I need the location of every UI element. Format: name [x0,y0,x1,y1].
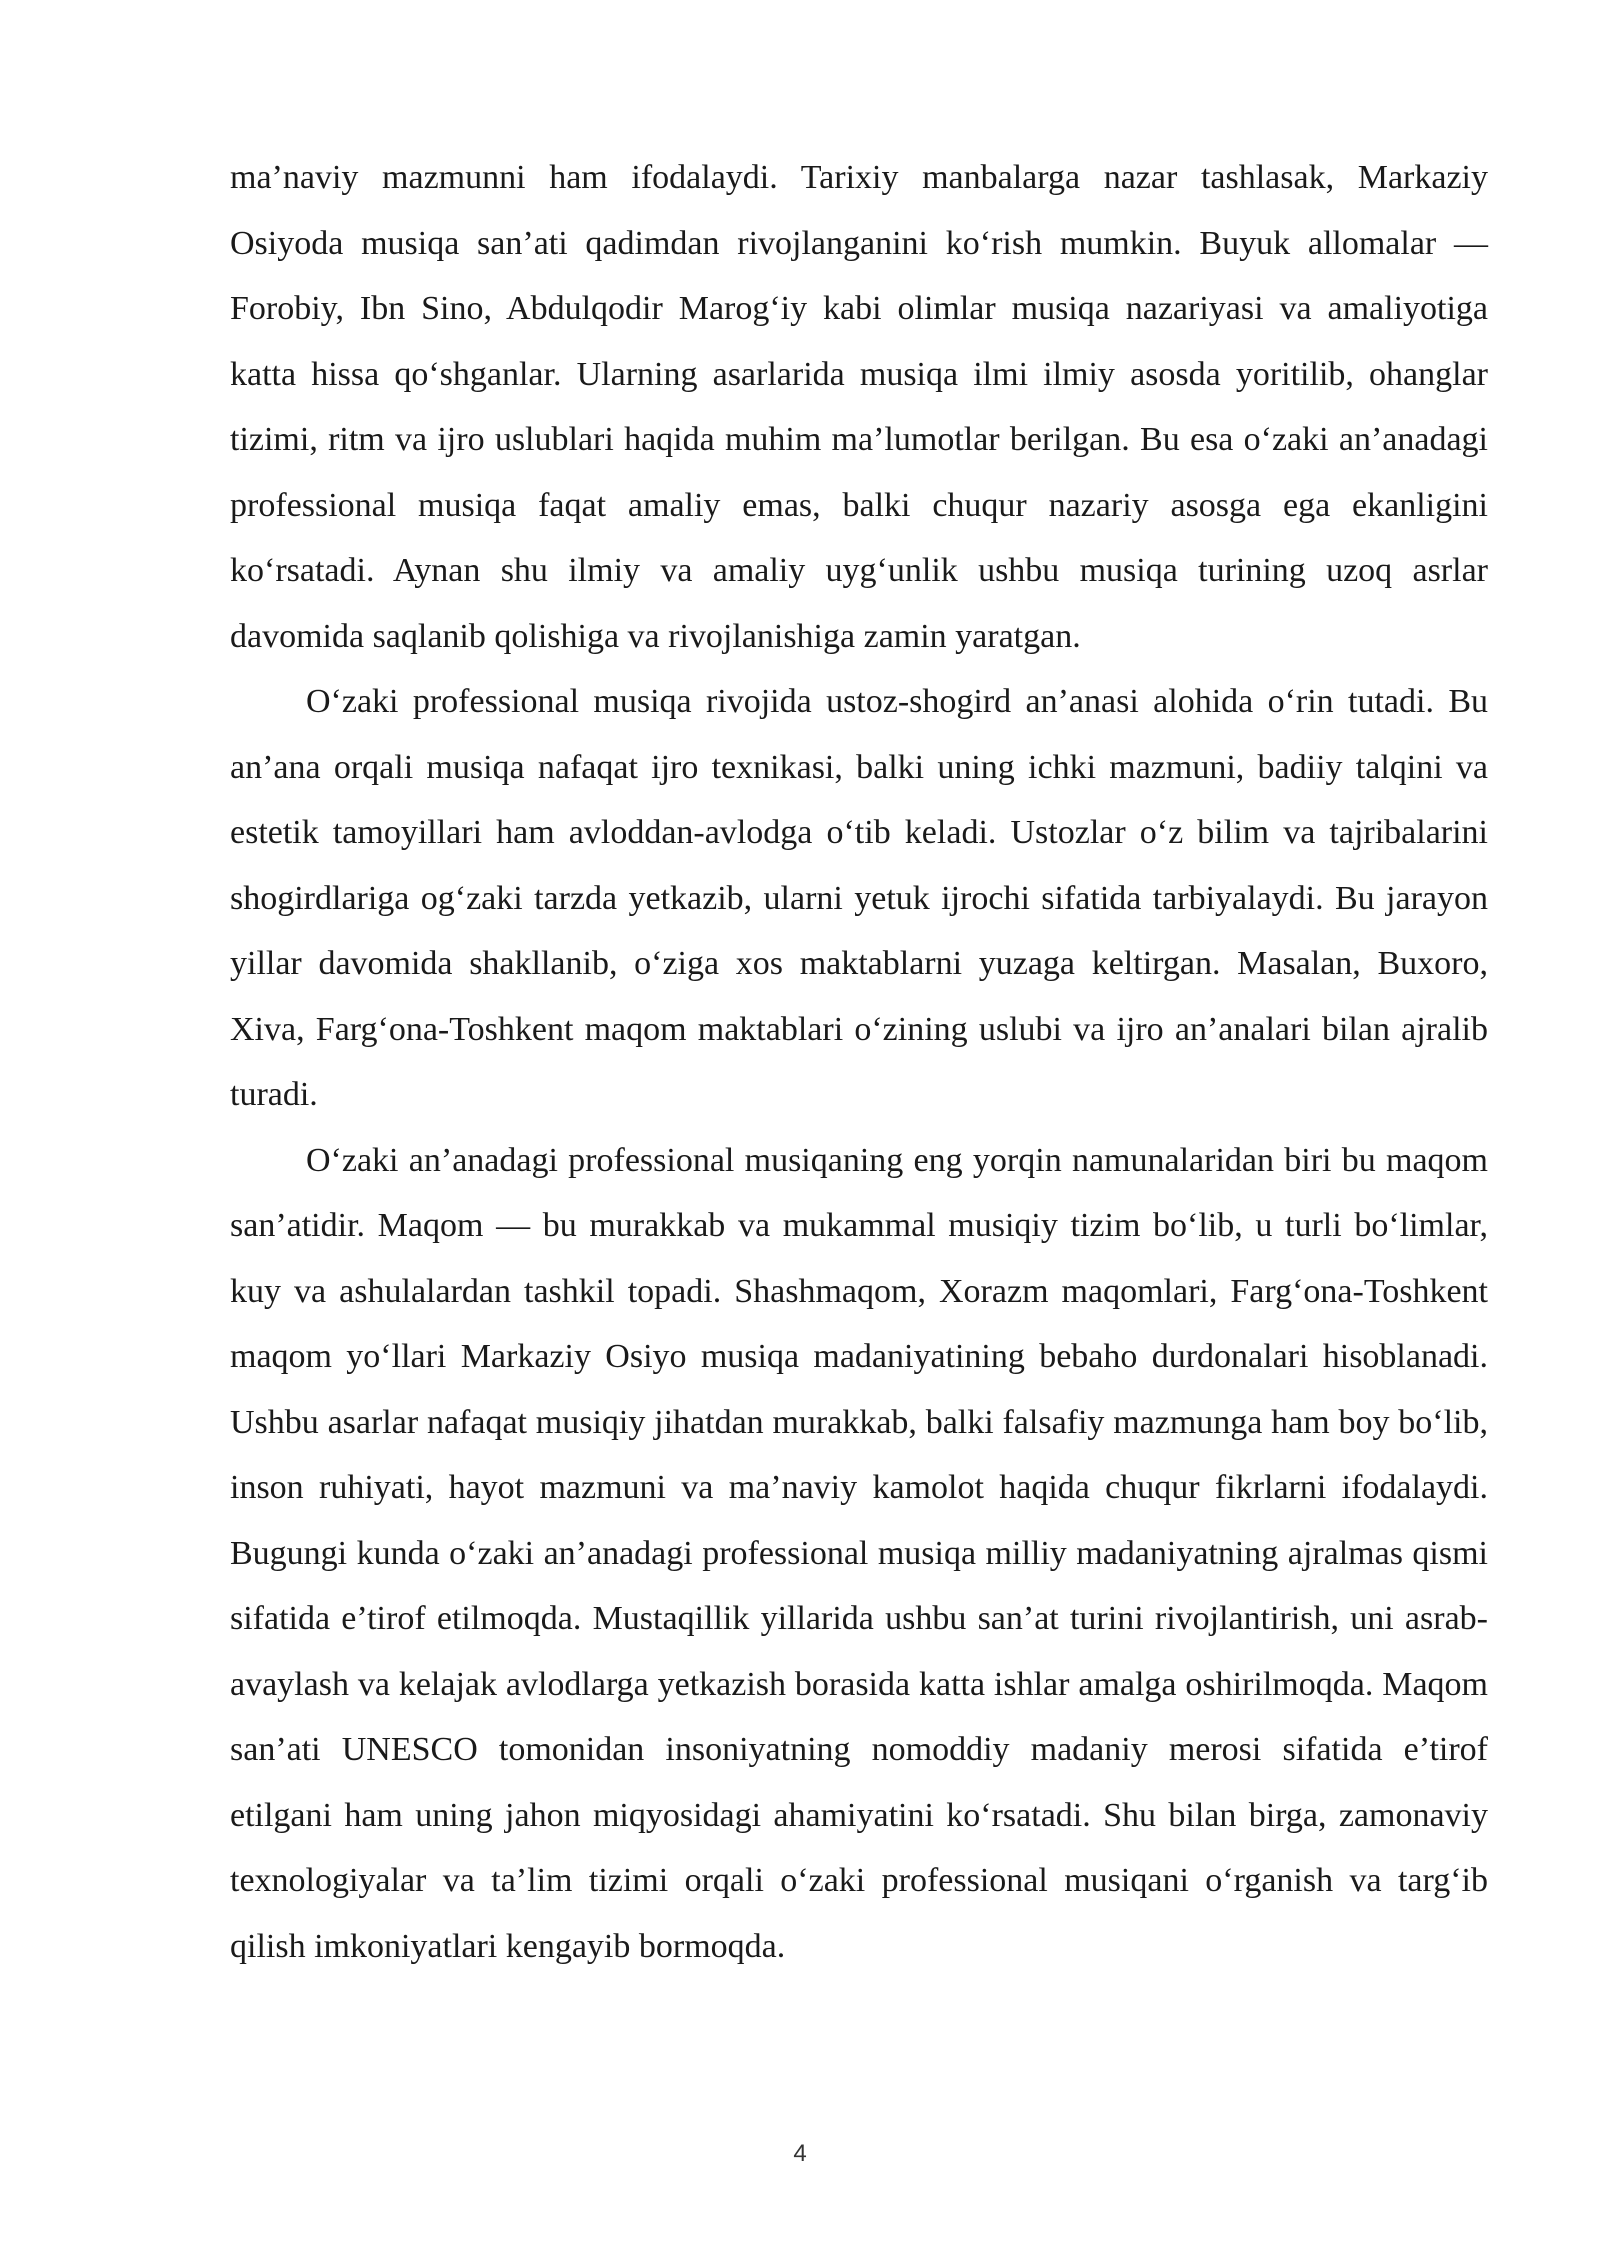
paragraph-maqom: O‘zaki an’anadagi professional musiqaning eng yorqin namunalaridan biri bu maqom san’atidir. Maqom — bu murakkab va mukammal musiqiy tizim bo‘lib, u turli bo‘limlar, kuy va ashulalardan tashkil topadi. Shashmaqom, Xorazm maqomlari, Farg‘ona-Toshkent maqom yo‘llari Markaziy Osiyo musiqa madaniyatining bebaho durdonalari hisoblanadi. Ushbu asarlar nafaqat musiqiy jihatdan murakkab, balki falsafiy mazmunga ham boy bo‘lib, inson ruhiyati, hayot mazmuni va ma’naviy kamolot haqida chuqur fikrlarni ifodalaydi. Bugungi kunda o‘zaki an’anadagi professional musiqa milliy madaniyatning ajralmas qismi sifatida e’tirof etilmoqda. Mustaqillik yillarida ushbu san’at turini rivojlantirish, uni asrab-avaylash va kelajak avlodlarga yetkazish borasida katta ishlar amalga oshirilmoqda. Maqom san’ati UNESCO tomonidan insoniyatning nomoddiy madaniy merosi sifatida e’tirof etilgani ham uning jahon miqyosidagi ahamiyatini ko‘rsatadi. Shu bilan birga, zamonaviy texnologiyalar va ta’lim tizimi orqali o‘zaki professional musiqani o‘rganish va targ‘ib qilish imkoniyatlari kengayib bormoqda. [230,1141,1488,1965]
document-body [230,145,1488,1979]
page-number: 4 [793,2140,807,2167]
paragraph-ustoz-shogird: O‘zaki professional musiqa rivojida ustoz-shogird an’anasi alohida o‘rin tutadi. Bu an’ana orqali musiqa nafaqat ijro texnikasi, balki uning ichki mazmuni, badiiy talqini va estetik tamoyillari ham avloddan-avlodga o‘tib keladi. Ustozlar o‘z bilim va tajribalarini shogirdlariga og‘zaki tarzda yetkazib, ularni yetuk ijrochi sifatida tarbiyalaydi. Bu jarayon yillar davomida shakllanib, o‘ziga xos maktablarni yuzaga keltirgan. Masalan, Buxoro, Xiva, Farg‘ona-Toshkent maqom maktablari o‘zining uslubi va ijro an’analari bilan ajralib turadi. [230,683,1488,1113]
paragraph-continuation: ma’naviy mazmunni ham ifodalaydi. Tarixiy manbalarga nazar tashlasak, Markaziy Osiyoda musiqa san’ati qadimdan rivojlanganini ko‘rish mumkin. Buyuk allomalar — Forobiy, Ibn Sino, Abdulqodir Marog‘iy kabi olimlar musiqa nazariyasi va amaliyotiga katta hissa qo‘shganlar. Ularning asarlarida musiqa ilmi ilmiy asosda yoritilib, ohanglar tizimi, ritm va ijro uslublari haqida muhim ma’lumotlar berilgan. Bu esa o‘zaki an’anadagi professional musiqa faqat amaliy emas, balki chuqur nazariy asosga ega ekanligini ko‘rsatadi. Aynan shu ilmiy va amaliy uyg‘unlik ushbu musiqa turining uzoq asrlar davomida saqlanib qolishiga va rivojlanishiga zamin yaratgan. [230,159,1488,655]
